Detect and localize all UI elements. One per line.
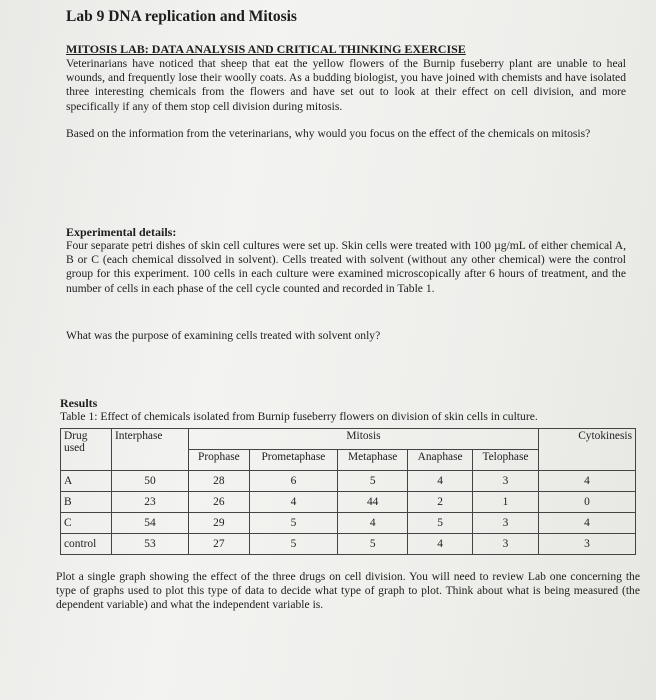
header-prophase: Prophase [189, 450, 250, 471]
document-title: Lab 9 DNA replication and Mitosis [66, 8, 297, 25]
header-interphase: Interphase [112, 429, 189, 471]
cell-metaphase: 4 [338, 513, 408, 534]
cell-interphase: 54 [112, 513, 189, 534]
experimental-heading: Experimental details: [66, 225, 177, 239]
cell-anaphase: 2 [408, 492, 473, 513]
table-row [61, 471, 636, 492]
cell-prometaphase: 6 [249, 471, 337, 492]
header-drug-used: Drug used [61, 429, 112, 471]
cell-prophase: 28 [189, 471, 250, 492]
cell-drug: A [61, 471, 112, 492]
cell-telophase: 3 [472, 471, 538, 492]
cell-prometaphase: 4 [249, 492, 337, 513]
cell-prophase: 29 [189, 513, 250, 534]
cell-prometaphase: 5 [249, 534, 337, 555]
header-prometaphase: Prometaphase [249, 450, 337, 471]
cell-interphase: 53 [112, 534, 189, 555]
cell-telophase: 3 [472, 534, 538, 555]
cell-metaphase: 5 [338, 534, 408, 555]
header-telophase: Telophase [472, 450, 538, 471]
experimental-paragraph: Four separate petri dishes of skin cell cultures were set up. Skin cells were treated with 100 µg/mL of either chemical A, B or C (each chemical dissolved in solvent). Cells treated with solvent (without any other chemical) were the control group for this experiment. 100 cells in each culture were examined microscopically after 6 hours of treatment, and the number of cells in each phase of the cell cycle counted and recorded in Table 1. [66, 239, 626, 295]
cell-telophase: 1 [472, 492, 538, 513]
header-mitosis: Mitosis [189, 429, 539, 450]
results-heading: Results [60, 396, 98, 410]
cell-cytokinesis: 0 [539, 492, 636, 513]
cell-interphase: 23 [112, 492, 189, 513]
cell-prophase: 27 [189, 534, 250, 555]
cell-telophase: 3 [472, 513, 538, 534]
intro-paragraph: Veterinarians have noticed that sheep that eat the yellow flowers of the Burnip fuseberry plant are unable to heal wounds, and frequently lose their woolly coats. As a budding biologist, you have joined with chemists and have isolated three interesting chemicals from the flowers and have set out to look at their effect on cell division, and more specifically if any of them stop cell division during mitosis. [66, 57, 626, 113]
table-row [61, 534, 636, 555]
table-caption: Table 1: Effect of chemicals isolated from Burnip fuseberry flowers on division of skin cells in culture. [60, 410, 538, 423]
cell-cytokinesis: 3 [539, 534, 636, 555]
cell-anaphase: 5 [408, 513, 473, 534]
cell-cytokinesis: 4 [539, 471, 636, 492]
cell-metaphase: 44 [338, 492, 408, 513]
cell-anaphase: 4 [408, 471, 473, 492]
cell-drug: control [61, 534, 112, 555]
cell-cytokinesis: 4 [539, 513, 636, 534]
header-metaphase: Metaphase [338, 450, 408, 471]
table-row [61, 492, 636, 513]
table-row [61, 513, 636, 534]
results-table [60, 428, 636, 555]
cell-drug: C [61, 513, 112, 534]
cell-interphase: 50 [112, 471, 189, 492]
cell-anaphase: 4 [408, 534, 473, 555]
plot-instructions: Plot a single graph showing the effect of the three drugs on cell division. You will need to review Lab one concerning the type of graphs used to plot this type of data to decide what type of graph to plot. Think about what is being measured (the dependent variable) and what the independent variable is. [56, 570, 640, 612]
question-2: What was the purpose of examining cells treated with solvent only? [66, 329, 381, 342]
cell-metaphase: 5 [338, 471, 408, 492]
header-anaphase: Anaphase [408, 450, 473, 471]
cell-prophase: 26 [189, 492, 250, 513]
question-1: Based on the information from the veterinarians, why would you focus on the effect of the chemicals on mitosis? [66, 127, 591, 140]
cell-drug: B [61, 492, 112, 513]
header-cytokinesis: Cytokinesis [539, 429, 636, 471]
section-title: MITOSIS LAB: DATA ANALYSIS AND CRITICAL THINKING EXERCISE [66, 42, 466, 56]
cell-prometaphase: 5 [249, 513, 337, 534]
